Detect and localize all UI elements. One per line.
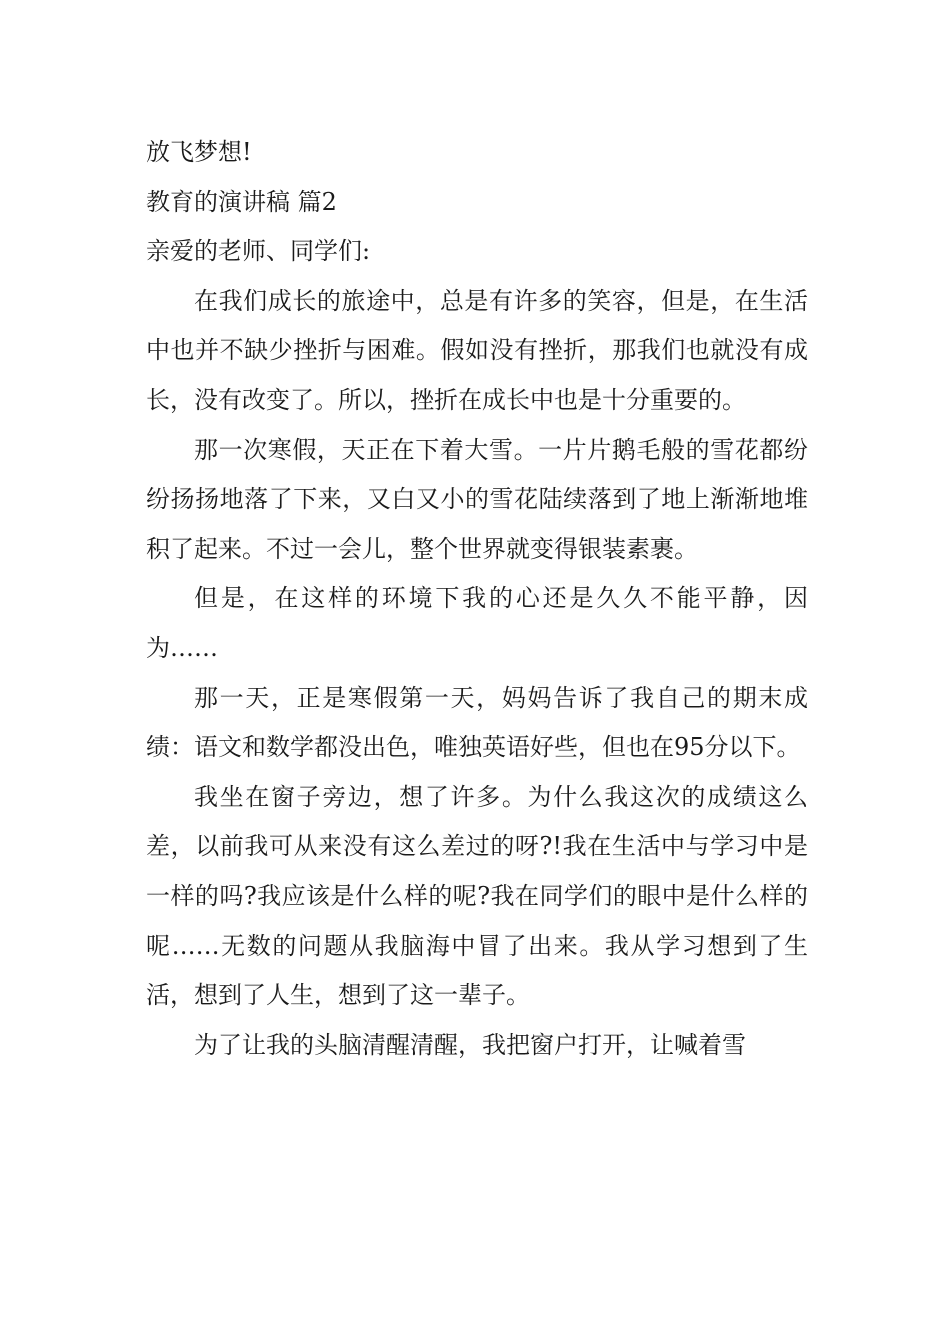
body-paragraph: 那一次寒假，天正在下着大雪。一片片鹅毛般的雪花都纷纷扬扬地落了下来，又白又小的雪花陆续落到了地上渐渐地堆积了起来。不过一会儿，整个世界就变得银装素裹。 (146, 435, 808, 563)
previous-section-ending: 放飞梦想! (146, 138, 252, 166)
salutation: 亲爱的老师、同学们: (146, 237, 371, 266)
body-paragraph: 那一天，正是寒假第一天，妈妈告诉了我自己的期末成绩：语文和数学都没出色，唯独英语好些，但也在95分以下。 (146, 683, 808, 762)
section-title: 教育的演讲稿 篇2 (146, 187, 337, 216)
body-paragraph-continued: 为了让我的头脑清醒清醒，我把窗户打开，让喊着雪 (194, 1030, 746, 1059)
body-paragraph: 在我们成长的旅途中，总是有许多的笑容，但是，在生活中也并不缺少挫折与困难。假如没有挫折，那我们也就没有成长，没有改变了。所以，挫折在成长中也是十分重要的。 (146, 286, 808, 414)
body-paragraph: 但是，在这样的环境下我的心还是久久不能平静，因为…… (146, 584, 808, 662)
document-page (146, 128, 808, 1070)
body-paragraph: 我坐在窗子旁边，想了许多。为什么我这次的成绩这么差，以前我可从来没有这么差过的呀?!我在生活中与学习中是一样的吗?我应该是什么样的呢?我在同学们的眼中是什么样的呢……无数的问题从我脑海中冒了出来。我从学习想到了生活，想到了人生，想到了这一辈子。 (146, 782, 808, 1010)
